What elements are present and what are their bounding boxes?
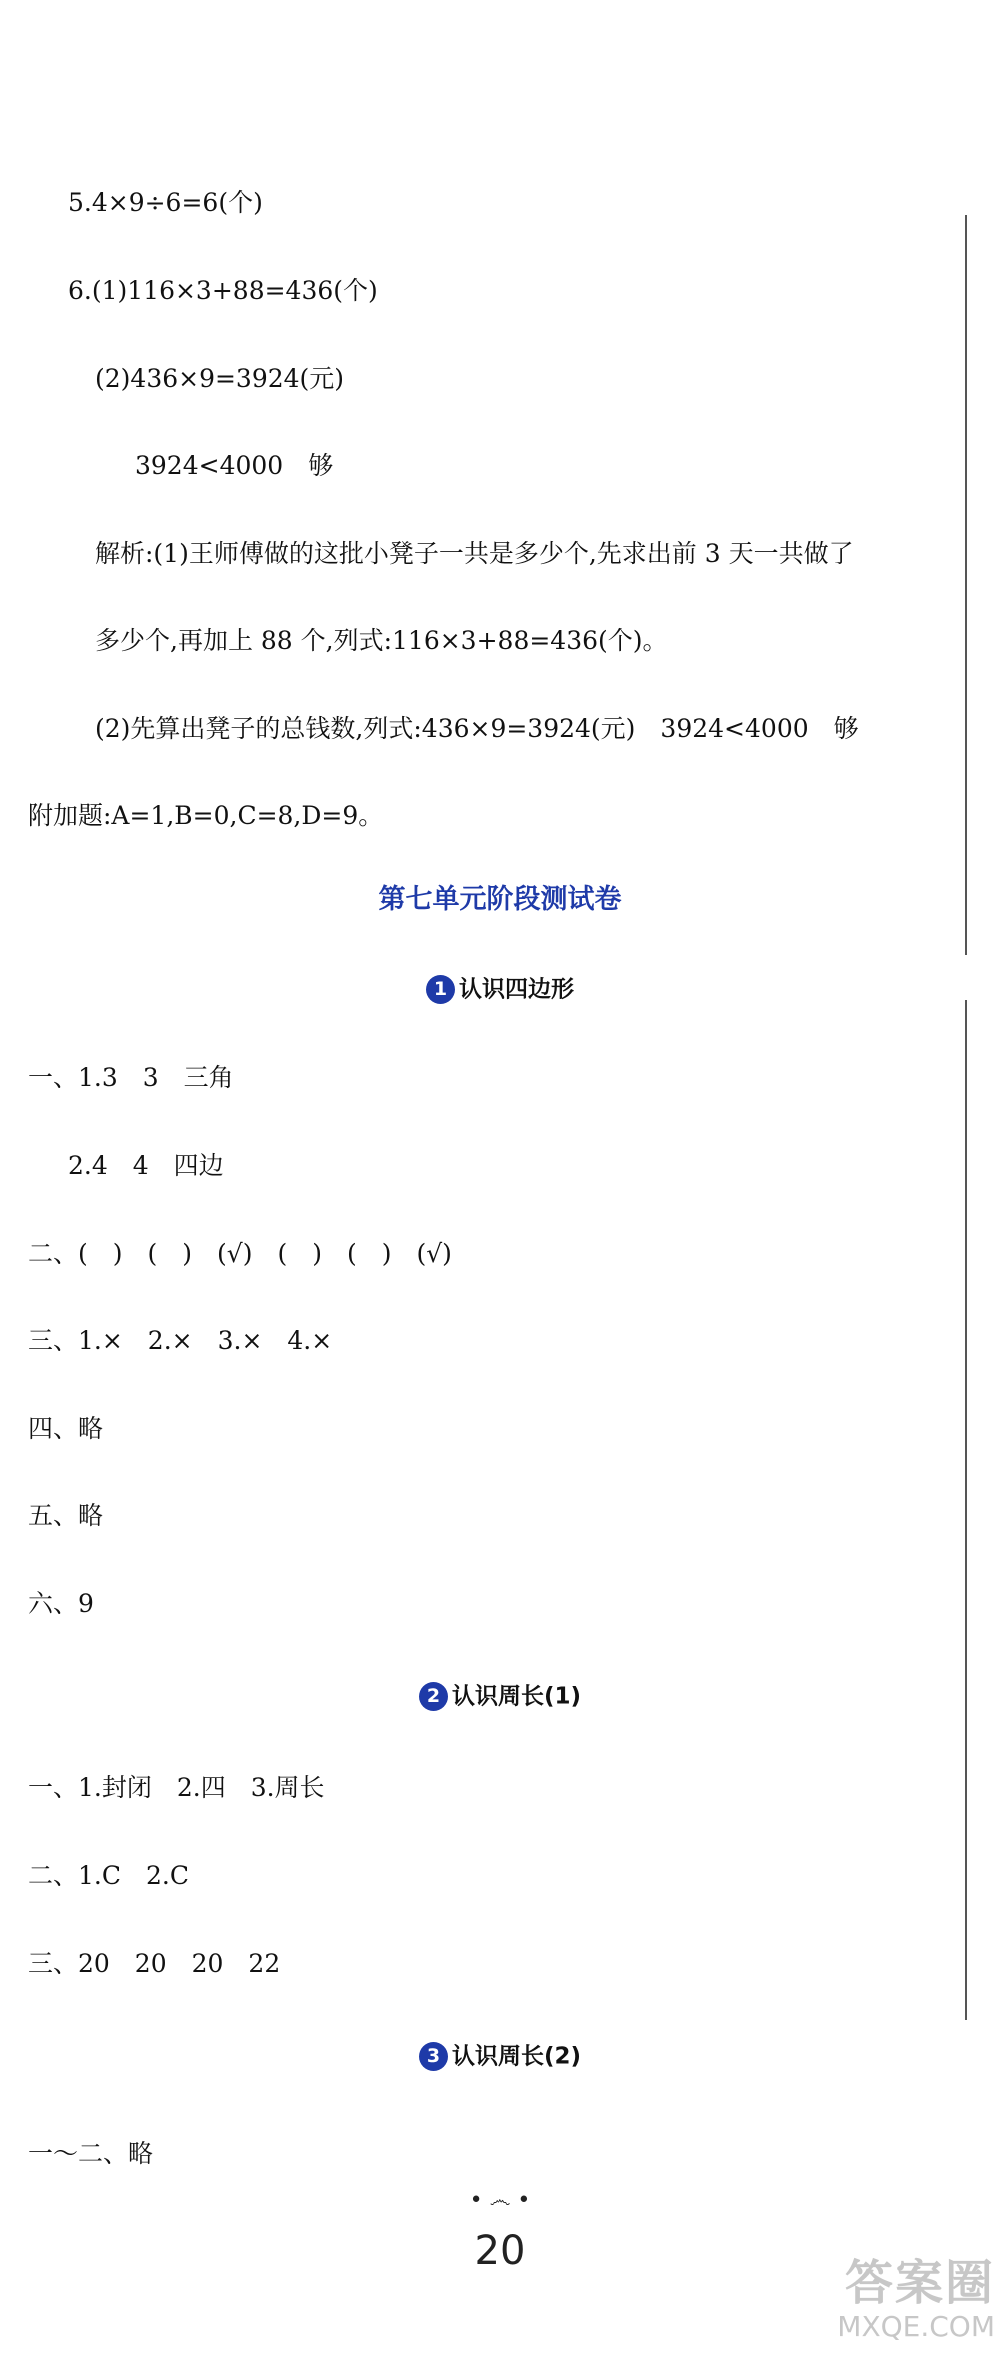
number-badge-2: 2 (419, 1682, 448, 1711)
s2-answer-3: 三、20 20 20 22 (28, 1949, 281, 1978)
page-ornament: • ෴ • (469, 2188, 531, 2213)
margin-rule-lower (965, 1000, 967, 2020)
watermark (800, 2255, 995, 2343)
subsection-label-2: 认识周长(1) (451, 1683, 582, 1710)
s3-answer-1: 一～二、略 (28, 2139, 154, 2168)
subsection-label-3: 认识周长(2) (451, 2043, 582, 2070)
s2-answer-1: 一、1.封闭 2.四 3.周长 (28, 1773, 325, 1802)
answer-line-6-compare: 3924<4000 够 (135, 451, 334, 480)
answer-line-6-1: 6.(1)116×3+88=436(个) (68, 276, 378, 305)
margin-rule-upper (965, 215, 967, 955)
subsection-title-1 (0, 973, 1000, 1006)
number-badge-3: 3 (419, 2042, 448, 2071)
subsection-label-1: 认识四边形 (459, 976, 574, 1003)
watermark-logo-text: 答案圈 (844, 2255, 995, 2311)
s2-answer-2: 二、1.C 2.C (28, 1861, 189, 1890)
s1-answer-5: 四、略 (28, 1414, 104, 1443)
s1-answer-1: 一、1.3 3 三角 (28, 1063, 234, 1092)
bonus-answer: 附加题:A=1,B=0,C=8,D=9。 (28, 801, 384, 830)
number-badge-1: 1 (426, 975, 455, 1004)
s1-answer-7: 六、9 (28, 1589, 94, 1618)
answer-line-6-2: (2)436×9=3924(元) (95, 364, 345, 393)
s1-answer-6: 五、略 (28, 1501, 104, 1530)
analysis-line-2: 多少个,再加上 88 个,列式:116×3+88=436(个)。 (95, 626, 668, 655)
s1-answer-3: 二、( ) ( ) (√) ( ) ( ) (√) (28, 1239, 452, 1268)
s1-answer-4: 三、1.× 2.× 3.× 4.× (28, 1326, 333, 1355)
analysis-line-1: 解析:(1)王师傅做的这批小凳子一共是多少个,先求出前 3 天一共做了 (95, 539, 854, 568)
analysis-line-3: (2)先算出凳子的总钱数,列式:436×9=3924(元) 3924<4000 够 (95, 714, 859, 743)
section-title: 第七单元阶段测试卷 (378, 884, 622, 915)
s1-answer-2: 2.4 4 四边 (68, 1151, 224, 1180)
page-number: 20 (474, 2228, 526, 2274)
subsection-title-3 (0, 2040, 1000, 2073)
answer-line-5: 5.4×9÷6=6(个) (68, 188, 263, 217)
subsection-title-2 (0, 1680, 1000, 1713)
watermark-url: MXQE.COM (837, 2310, 995, 2343)
